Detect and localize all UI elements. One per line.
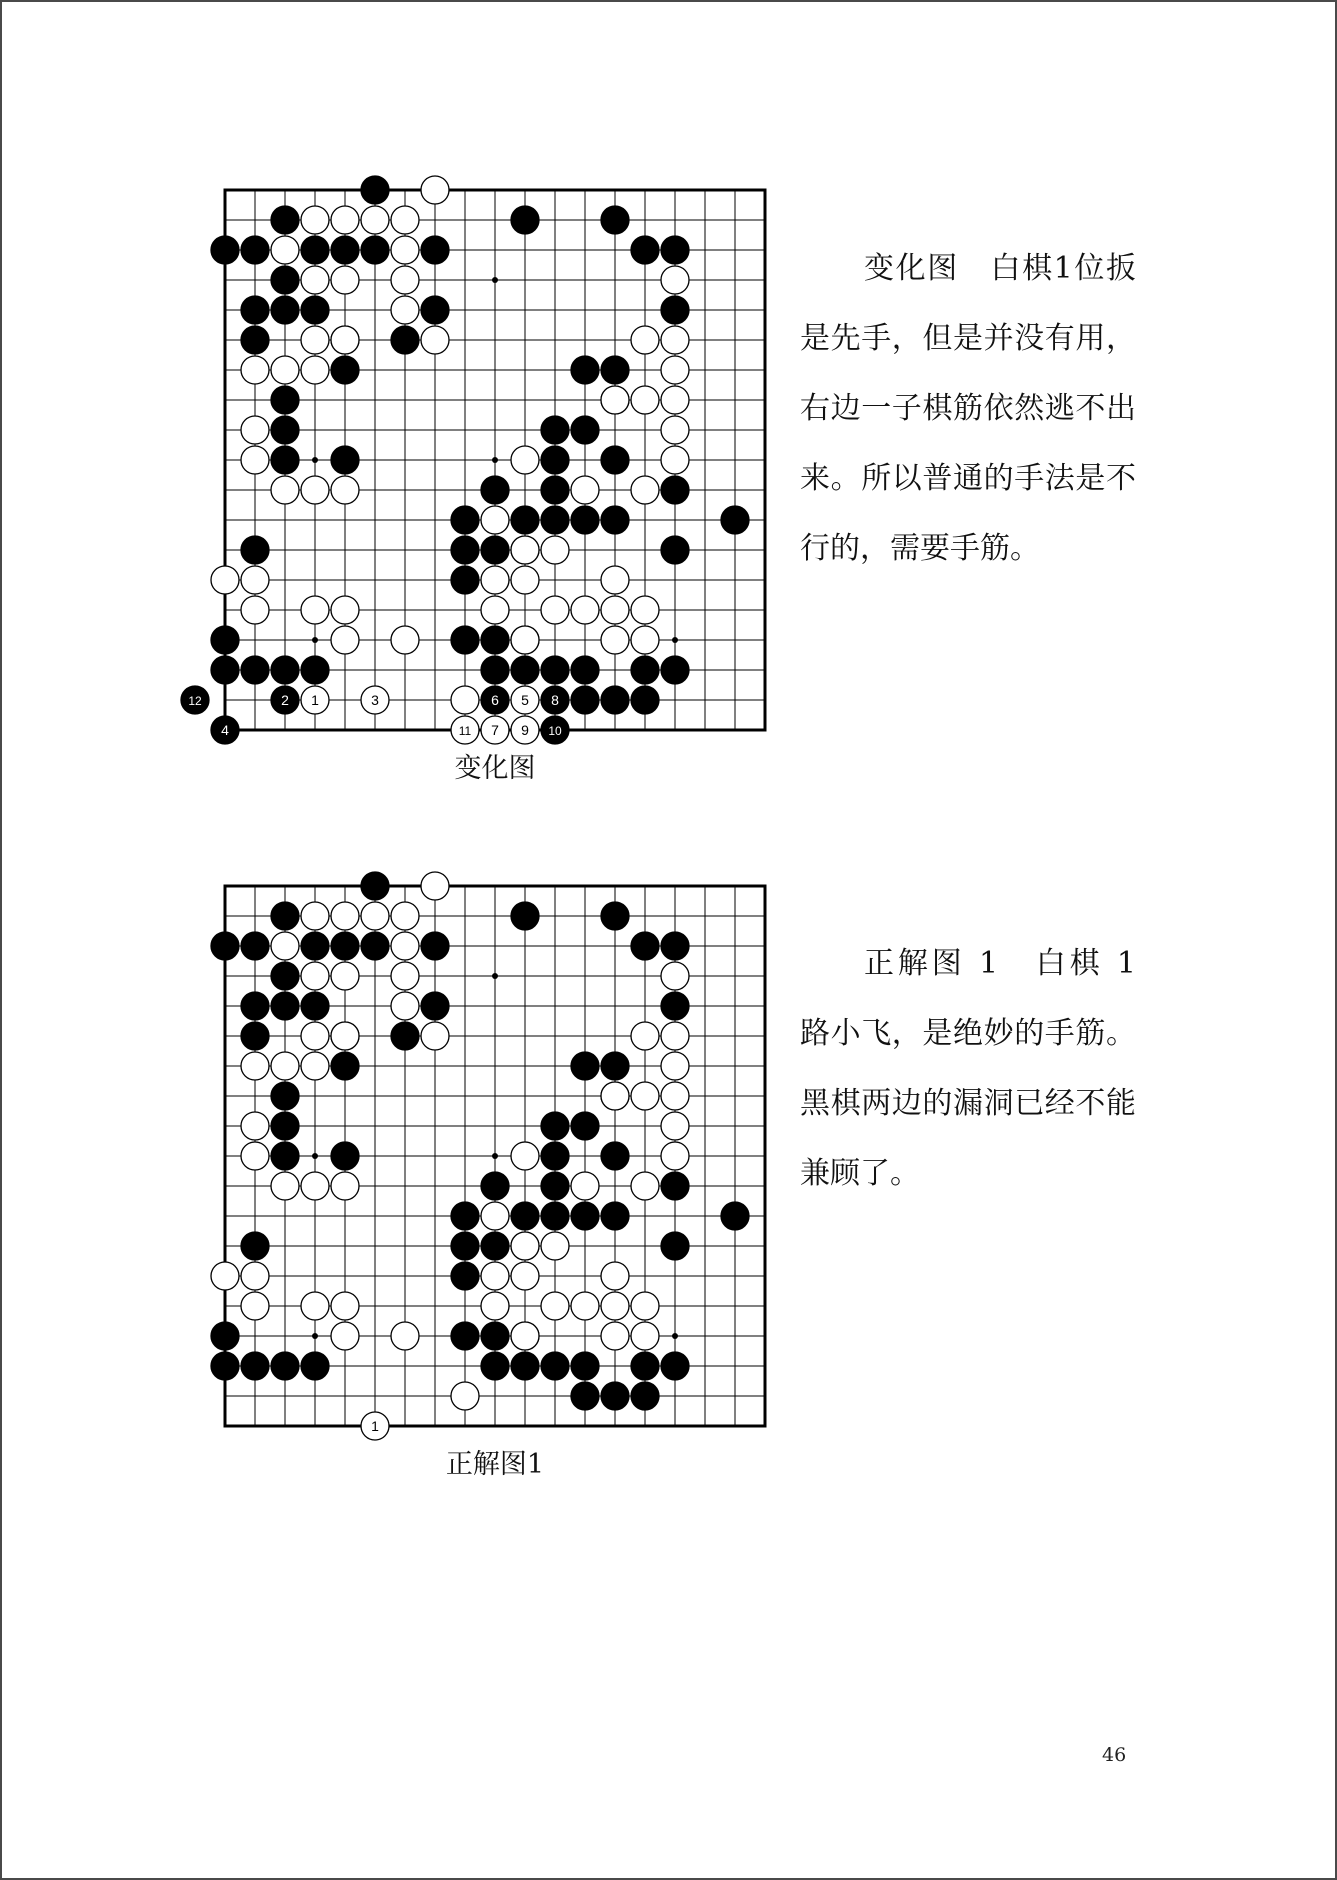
white-stone [211, 566, 239, 594]
black-stone [241, 296, 269, 324]
white-stone [631, 1322, 659, 1350]
white-stone [301, 326, 329, 354]
black-stone [271, 992, 299, 1020]
white-stone [331, 902, 359, 930]
black-stone [601, 446, 629, 474]
white-stone [451, 686, 479, 714]
white-stone [631, 1292, 659, 1320]
white-stone [661, 1112, 689, 1140]
black-stone [601, 686, 629, 714]
move-number: 10 [548, 724, 562, 738]
white-stone [391, 266, 419, 294]
black-stone [571, 686, 599, 714]
white-stone [331, 206, 359, 234]
black-stone [511, 1202, 539, 1230]
white-stone [241, 1292, 269, 1320]
move-number: 1 [311, 692, 319, 708]
white-stone [301, 356, 329, 384]
white-stone [421, 1022, 449, 1050]
white-stone [601, 1262, 629, 1290]
white-stone [271, 1052, 299, 1080]
black-stone [211, 656, 239, 684]
white-stone [541, 1292, 569, 1320]
black-stone [421, 932, 449, 960]
white-stone [541, 1232, 569, 1260]
black-stone [661, 236, 689, 264]
black-stone [451, 1202, 479, 1230]
white-stone [241, 1262, 269, 1290]
black-stone [541, 656, 569, 684]
black-stone [421, 296, 449, 324]
white-stone [331, 962, 359, 990]
black-stone [271, 1082, 299, 1110]
white-stone [271, 236, 299, 264]
black-stone [241, 1352, 269, 1380]
black-stone [361, 176, 389, 204]
white-stone [661, 356, 689, 384]
black-stone [721, 1202, 749, 1230]
white-stone [661, 1022, 689, 1050]
white-stone [331, 1292, 359, 1320]
white-stone [361, 902, 389, 930]
black-stone [511, 656, 539, 684]
black-stone [541, 476, 569, 504]
black-stone [571, 1052, 599, 1080]
commentary-text [800, 234, 1136, 584]
black-stone [271, 1352, 299, 1380]
white-stone [661, 962, 689, 990]
move-number: 6 [491, 692, 499, 708]
black-stone [661, 932, 689, 960]
white-stone [661, 1082, 689, 1110]
black-stone [271, 446, 299, 474]
black-stone [361, 932, 389, 960]
black-stone [571, 416, 599, 444]
white-stone [481, 566, 509, 594]
white-stone [361, 1412, 389, 1440]
white-stone [511, 1142, 539, 1170]
white-stone [271, 1172, 299, 1200]
black-stone [541, 716, 569, 744]
move-number: 9 [521, 722, 529, 738]
star-point [492, 973, 498, 979]
black-stone [331, 446, 359, 474]
black-stone [271, 962, 299, 990]
white-stone [631, 1172, 659, 1200]
page-number: 46 [1102, 1744, 1127, 1766]
diagram-caption: 变化图 [454, 753, 536, 784]
black-stone [571, 506, 599, 534]
white-stone [391, 992, 419, 1020]
move-number: 2 [281, 692, 289, 708]
white-stone [301, 962, 329, 990]
white-stone [331, 326, 359, 354]
black-stone [211, 716, 239, 744]
go-board-variation [188, 188, 767, 738]
black-stone [511, 206, 539, 234]
black-stone [211, 626, 239, 654]
black-stone [241, 536, 269, 564]
black-stone [241, 1022, 269, 1050]
black-stone [631, 932, 659, 960]
white-stone [421, 176, 449, 204]
white-stone [301, 686, 329, 714]
black-stone [571, 1382, 599, 1410]
black-stone [481, 1172, 509, 1200]
white-stone [541, 596, 569, 624]
black-stone [331, 236, 359, 264]
white-stone [301, 596, 329, 624]
black-stone [571, 1202, 599, 1230]
black-stone [271, 416, 299, 444]
move-number: 7 [491, 722, 499, 738]
black-stone [211, 1322, 239, 1350]
white-stone [241, 1052, 269, 1080]
black-stone [541, 506, 569, 534]
black-stone [301, 1352, 329, 1380]
black-stone [271, 902, 299, 930]
black-stone [451, 536, 479, 564]
white-stone [511, 446, 539, 474]
white-stone [271, 932, 299, 960]
white-stone [661, 326, 689, 354]
black-stone [241, 992, 269, 1020]
black-stone [661, 1232, 689, 1260]
white-stone [601, 626, 629, 654]
white-stone [481, 1292, 509, 1320]
star-point [312, 1333, 318, 1339]
white-stone [301, 206, 329, 234]
black-stone [271, 296, 299, 324]
white-stone [391, 206, 419, 234]
white-stone [631, 476, 659, 504]
black-stone [361, 236, 389, 264]
white-stone [241, 356, 269, 384]
white-stone [331, 596, 359, 624]
black-stone [451, 1232, 479, 1260]
white-stone [331, 1022, 359, 1050]
black-stone [541, 686, 569, 714]
white-stone [661, 386, 689, 414]
white-stone [271, 356, 299, 384]
white-stone [631, 1022, 659, 1050]
white-stone [241, 566, 269, 594]
black-stone [271, 686, 299, 714]
black-stone [211, 1352, 239, 1380]
white-stone [661, 1052, 689, 1080]
black-stone [631, 656, 659, 684]
black-stone [211, 932, 239, 960]
black-stone [331, 1052, 359, 1080]
white-stone [241, 1112, 269, 1140]
white-stone [601, 596, 629, 624]
black-stone [451, 1322, 479, 1350]
black-stone [451, 626, 479, 654]
white-stone [391, 902, 419, 930]
black-stone [241, 1232, 269, 1260]
white-stone [601, 1082, 629, 1110]
white-stone [631, 626, 659, 654]
black-stone [241, 326, 269, 354]
black-stone [241, 656, 269, 684]
black-stone [661, 656, 689, 684]
black-stone [481, 656, 509, 684]
black-stone [301, 236, 329, 264]
white-stone [571, 596, 599, 624]
black-stone [481, 536, 509, 564]
move-number: 5 [521, 692, 529, 708]
white-stone [241, 596, 269, 624]
white-stone [301, 1172, 329, 1200]
black-stone [481, 686, 509, 714]
white-stone [391, 626, 419, 654]
white-stone [511, 1322, 539, 1350]
white-stone [511, 1262, 539, 1290]
white-stone [481, 1262, 509, 1290]
white-stone [661, 416, 689, 444]
black-stone [421, 236, 449, 264]
black-stone [391, 1022, 419, 1050]
black-stone [661, 1172, 689, 1200]
diagram-caption: 正解图1 [445, 1449, 545, 1480]
white-stone [331, 1322, 359, 1350]
black-stone [211, 236, 239, 264]
white-stone [571, 476, 599, 504]
white-stone [301, 476, 329, 504]
black-stone [181, 686, 209, 714]
white-stone [211, 1262, 239, 1290]
black-stone [331, 1142, 359, 1170]
white-stone [451, 1382, 479, 1410]
black-stone [601, 1382, 629, 1410]
black-stone [571, 656, 599, 684]
white-stone [391, 932, 419, 960]
black-stone [481, 1352, 509, 1380]
white-stone [661, 446, 689, 474]
white-stone [391, 962, 419, 990]
black-stone [661, 992, 689, 1020]
black-stone [301, 992, 329, 1020]
white-stone [421, 872, 449, 900]
white-stone [511, 716, 539, 744]
go-board-svg [188, 188, 767, 738]
black-stone [271, 206, 299, 234]
move-number: 8 [551, 692, 559, 708]
black-stone [481, 476, 509, 504]
white-stone [391, 236, 419, 264]
black-stone [241, 236, 269, 264]
black-stone [571, 1352, 599, 1380]
white-stone [571, 1292, 599, 1320]
black-stone [331, 932, 359, 960]
black-stone [541, 446, 569, 474]
white-stone [631, 326, 659, 354]
black-stone [541, 1202, 569, 1230]
black-stone [451, 506, 479, 534]
document-page [2, 2, 1335, 1878]
white-stone [451, 716, 479, 744]
star-point [312, 1153, 318, 1159]
white-stone [631, 596, 659, 624]
black-stone [451, 566, 479, 594]
black-stone [271, 656, 299, 684]
white-stone [421, 326, 449, 354]
white-stone [271, 476, 299, 504]
black-stone [271, 266, 299, 294]
black-stone [541, 1172, 569, 1200]
white-stone [661, 266, 689, 294]
black-stone [661, 1352, 689, 1380]
black-stone [601, 1052, 629, 1080]
white-stone [481, 1202, 509, 1230]
white-stone [601, 566, 629, 594]
white-stone [241, 416, 269, 444]
move-number: 1 [371, 1418, 379, 1434]
white-stone [301, 1052, 329, 1080]
white-stone [511, 536, 539, 564]
white-stone [241, 446, 269, 474]
white-stone [511, 626, 539, 654]
black-stone [541, 1142, 569, 1170]
commentary-text [800, 929, 1136, 1209]
black-stone [631, 1352, 659, 1380]
black-stone [271, 1112, 299, 1140]
star-point [312, 457, 318, 463]
black-stone [331, 356, 359, 384]
black-stone [481, 1232, 509, 1260]
black-stone [541, 1352, 569, 1380]
black-stone [631, 1382, 659, 1410]
star-point [672, 1333, 678, 1339]
black-stone [601, 1142, 629, 1170]
black-stone [541, 1112, 569, 1140]
go-board-solution [223, 884, 767, 1434]
black-stone [601, 206, 629, 234]
black-stone [511, 902, 539, 930]
white-stone [481, 716, 509, 744]
white-stone [541, 536, 569, 564]
black-stone [661, 296, 689, 324]
white-stone [511, 566, 539, 594]
move-number: 11 [458, 724, 472, 738]
black-stone [241, 932, 269, 960]
black-stone [511, 506, 539, 534]
white-stone [331, 1172, 359, 1200]
white-stone [331, 266, 359, 294]
white-stone [301, 1022, 329, 1050]
star-point [492, 1153, 498, 1159]
black-stone [571, 356, 599, 384]
black-stone [391, 326, 419, 354]
black-stone [301, 656, 329, 684]
white-stone [661, 1142, 689, 1170]
black-stone [541, 416, 569, 444]
white-stone [331, 626, 359, 654]
white-stone [301, 266, 329, 294]
black-stone [661, 536, 689, 564]
black-stone [661, 476, 689, 504]
white-stone [601, 1322, 629, 1350]
white-stone [241, 1142, 269, 1170]
white-stone [361, 206, 389, 234]
black-stone [601, 1202, 629, 1230]
star-point [492, 277, 498, 283]
white-stone [601, 1292, 629, 1320]
white-stone [301, 902, 329, 930]
white-stone [511, 686, 539, 714]
black-stone [601, 506, 629, 534]
white-stone [391, 1322, 419, 1350]
white-stone [301, 1292, 329, 1320]
white-stone [601, 386, 629, 414]
black-stone [601, 902, 629, 930]
move-number: 4 [221, 722, 229, 738]
white-stone [391, 296, 419, 324]
black-stone [451, 1262, 479, 1290]
go-board-svg [223, 884, 767, 1434]
black-stone [301, 296, 329, 324]
black-stone [481, 1322, 509, 1350]
black-stone [571, 1112, 599, 1140]
black-stone [361, 872, 389, 900]
commentary-paragraph: 正解图 1 白棋 1 路小飞，是绝妙的手筋。黑棋两边的漏洞已经不能兼顾了。 [800, 946, 1136, 1191]
black-stone [271, 386, 299, 414]
white-stone [571, 1172, 599, 1200]
white-stone [631, 1082, 659, 1110]
white-stone [631, 386, 659, 414]
move-number: 3 [371, 692, 379, 708]
white-stone [361, 686, 389, 714]
black-stone [511, 1352, 539, 1380]
white-stone [511, 1232, 539, 1260]
black-stone [301, 932, 329, 960]
black-stone [721, 506, 749, 534]
star-point [492, 457, 498, 463]
commentary-paragraph: 变化图 白棋1位扳是先手，但是并没有用，右边一子棋筋依然逃不出来。所以普通的手法是不行的，需要手筋。 [800, 251, 1136, 566]
star-point [672, 637, 678, 643]
black-stone [631, 236, 659, 264]
white-stone [481, 596, 509, 624]
white-stone [331, 476, 359, 504]
black-stone [421, 992, 449, 1020]
black-stone [631, 686, 659, 714]
black-stone [601, 356, 629, 384]
white-stone [481, 506, 509, 534]
move-number: 12 [188, 694, 202, 708]
star-point [312, 637, 318, 643]
black-stone [481, 626, 509, 654]
black-stone [271, 1142, 299, 1170]
